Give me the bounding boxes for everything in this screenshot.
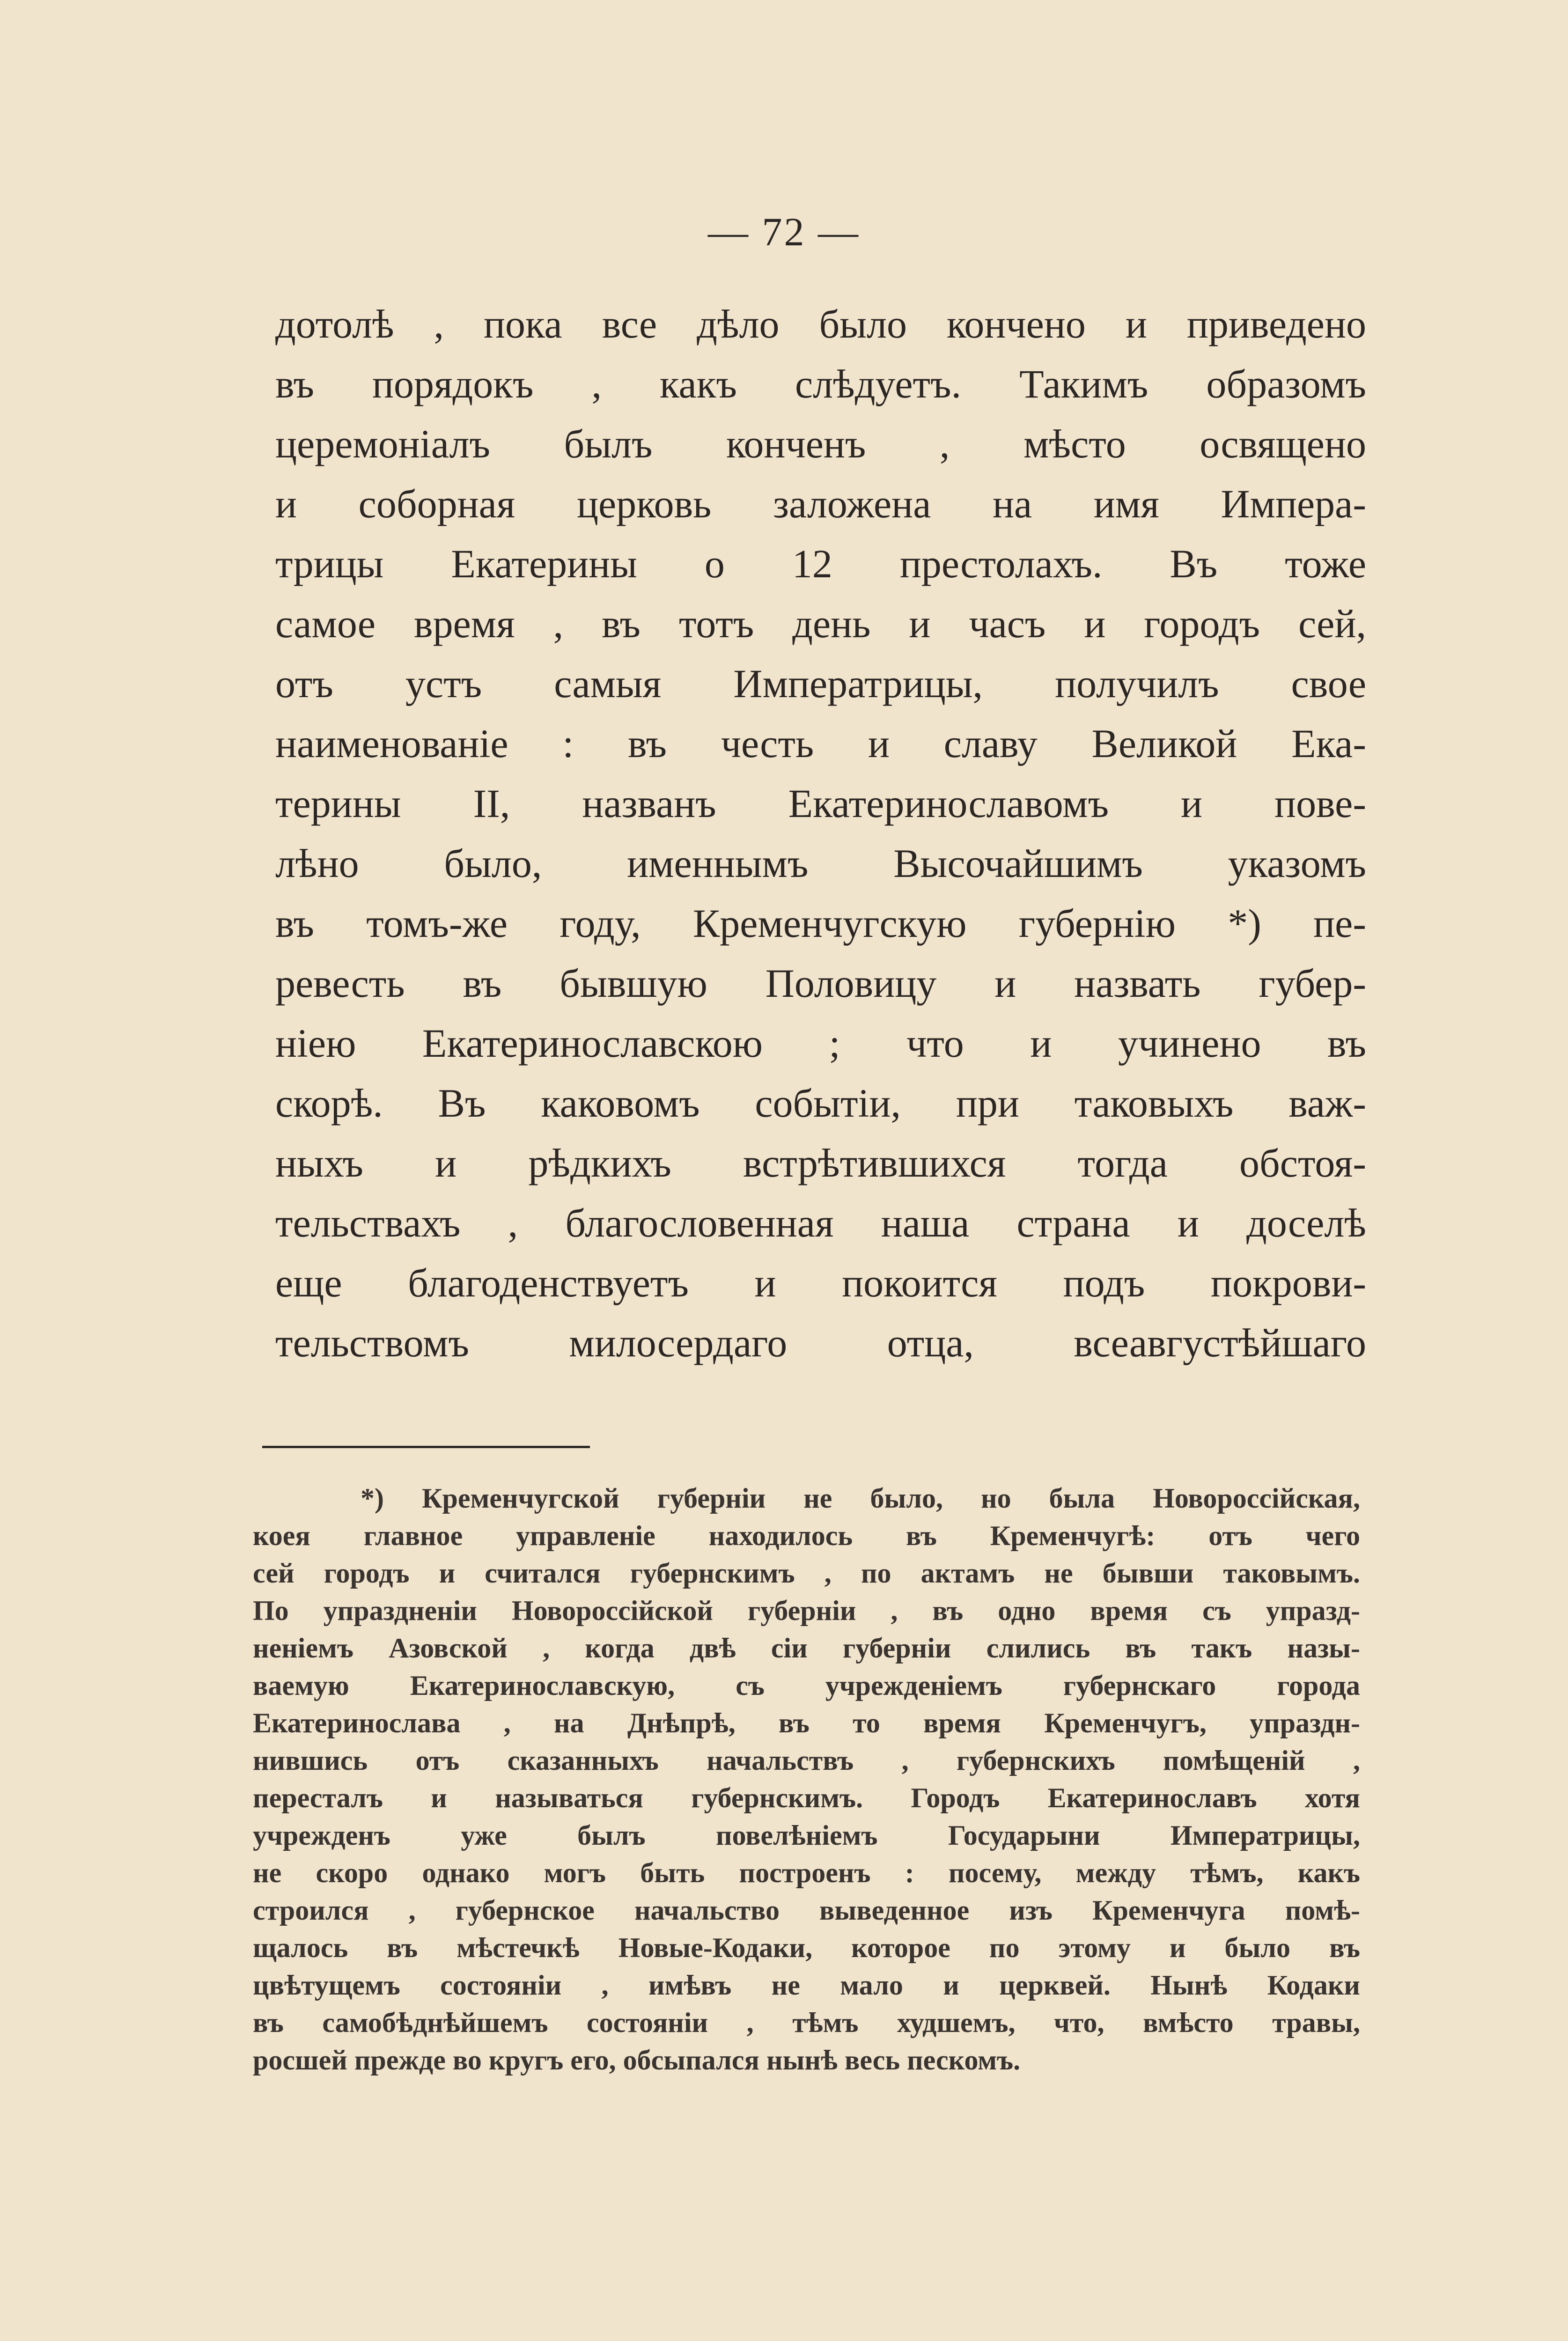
text-line: еще благоденствуетъ и покоится подъ покрови- <box>275 1260 1366 1305</box>
text-line: отъ устъ самыя Императрицы, получилъ свое <box>275 661 1366 706</box>
footnote-line: пересталъ и называться губернскимъ. Городъ Екатеринославъ хотя <box>253 1782 1360 1813</box>
footnote-line: По упраздненіи Новороссійской губерніи , въ одно время съ упразд- <box>253 1595 1360 1626</box>
text-line: ніею Екатеринославскою ; что и учинено въ <box>275 1021 1366 1066</box>
text-line: дотолѣ , пока все дѣло было кончено и приведено <box>275 302 1366 346</box>
text-line: наименованіе : въ честь и славу Великой Ека- <box>275 721 1366 766</box>
footnote-line: не скоро однако могъ быть построенъ : посему, между тѣмъ, какъ <box>253 1857 1360 1888</box>
footnote-line: ваемую Екатеринославскую, съ учрежденіемъ губернскаго города <box>253 1670 1360 1701</box>
footnote-line: строился , губернское начальство выведенное изъ Кременчуга помѣ- <box>253 1895 1360 1926</box>
text-line: скорѣ. Въ каковомъ событіи, при таковыхъ важ- <box>275 1081 1366 1126</box>
footnote-line: цвѣтущемъ состояніи , имѣвъ не мало и церквей. Нынѣ Кодаки <box>253 1970 1360 2001</box>
text-line: самое время , въ тотъ день и часъ и городъ сей, <box>275 601 1366 646</box>
text-line: лѣно было, именнымъ Высочайшимъ указомъ <box>275 841 1366 886</box>
text-line: тельствомъ милосердаго отца, всеавгустѣйшаго <box>275 1320 1366 1365</box>
footnote <box>253 1480 1360 2079</box>
text-line: трицы Екатерины о 12 престолахъ. Въ тоже <box>275 541 1366 586</box>
footnote-line: неніемъ Азовской , когда двѣ сіи губерніи слились въ такъ назы- <box>253 1633 1360 1664</box>
main-text <box>275 294 1366 1373</box>
footnote-line: росшей прежде во кругъ его, обсыпался нынѣ весь пескомъ. <box>253 2045 1021 2076</box>
footnote-line: щалось въ мѣстечкѣ Новые-Кодаки, которое по этому и было въ <box>253 1932 1360 1963</box>
footnote-line: коея главное управленіе находилось въ Кременчугѣ: отъ чего <box>253 1520 1360 1551</box>
text-line: терины II, названъ Екатеринославомъ и пове- <box>275 781 1366 826</box>
text-line: тельствахъ , благословенная наша страна и доселѣ <box>275 1200 1366 1245</box>
text-line: въ порядокъ , какъ слѣдуетъ. Такимъ образомъ <box>275 361 1366 406</box>
footnote-line: *) Кременчугской губерніи не было, но была Новороссійская, <box>361 1483 1360 1514</box>
text-line: ревесть въ бывшую Половицу и назвать губер- <box>275 961 1366 1006</box>
page-number: — 72 — <box>708 209 860 254</box>
footnote-line: учрежденъ уже былъ повелѣніемъ Государыни Императрицы, <box>253 1820 1360 1851</box>
footnote-line: Екатеринослава , на Днѣпрѣ, въ то время Кременчугъ, упраздн- <box>253 1708 1360 1738</box>
text-line: и соборная церковь заложена на имя Импера- <box>275 481 1366 526</box>
text-line: въ томъ-же году, Кременчугскую губернію *) пе- <box>275 901 1366 946</box>
footnote-line: нившись отъ сказанныхъ начальствъ , губернскихъ помѣщеній , <box>253 1745 1360 1776</box>
footnote-line: въ самобѣднѣйшемъ состояніи , тѣмъ худшемъ, что, вмѣсто травы, <box>253 2007 1360 2038</box>
text-line: церемоніалъ былъ конченъ , мѣсто освящено <box>275 421 1366 466</box>
footnote-line: сей городъ и считался губернскимъ , по актамъ не бывши таковымъ. <box>253 1558 1360 1589</box>
text-line: ныхъ и рѣдкихъ встрѣтившихся тогда обстоя- <box>275 1141 1366 1185</box>
footnote-divider <box>262 1446 590 1448</box>
